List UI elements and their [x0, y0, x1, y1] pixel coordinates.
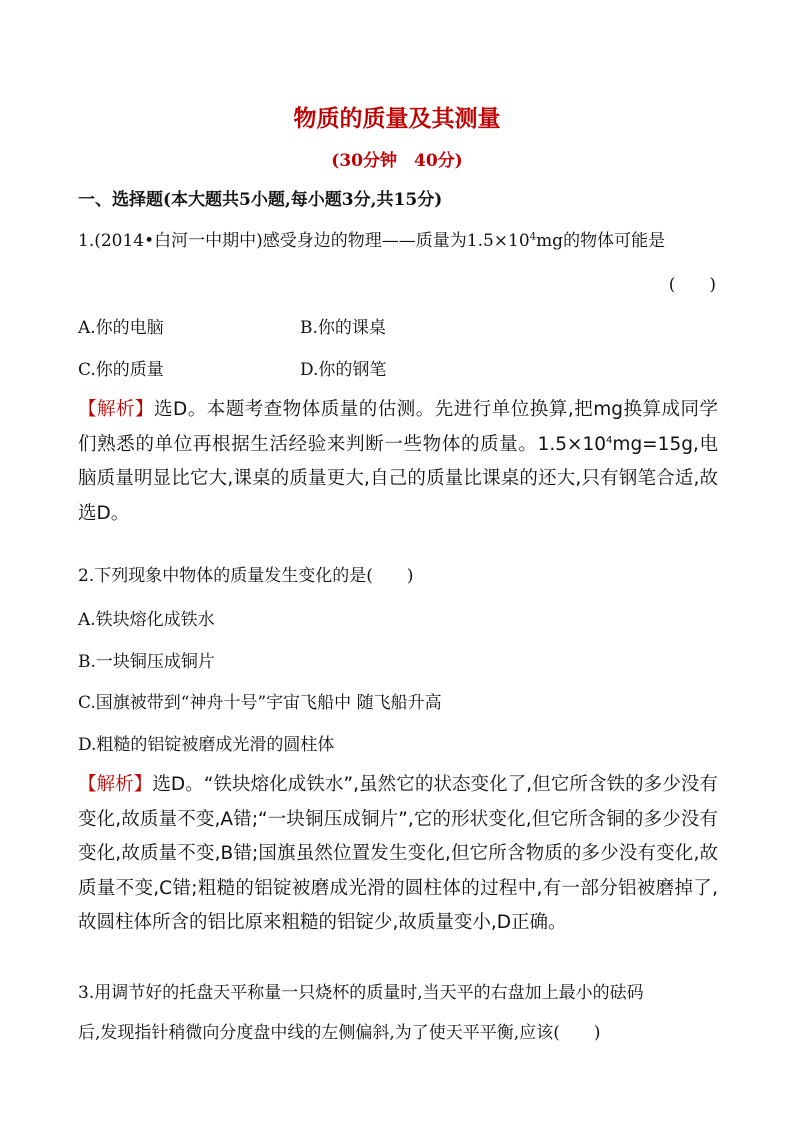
section-heading: 一、选择题(本大题共5小题,每小题3分,共15分) [78, 190, 443, 210]
q1-analysis-post: mg=15g,电脑质量明显比它大,课桌的质量更大,自己的质量比课桌的还大,只有钢笔合适,故选D。 [78, 433, 719, 524]
q2-option-a: A.铁块熔化成铁水 [78, 610, 215, 630]
q1-option-c: C.你的质量 [78, 360, 164, 380]
q1-stem-pre: 1.(2014•白河一中期中)感受身边的物理——质量为1.5×10 [78, 231, 530, 251]
q3-stem-line1: 3.用调节好的托盘天平称量一只烧杯的质量时,当天平的右盘加上最小的砝码 [78, 983, 644, 1003]
q2-stem: 2.下列现象中物体的质量发生变化的是( ) [78, 566, 414, 586]
page-subtitle: (30分钟 40分) [331, 151, 463, 171]
q1-stem-post: mg的物体可能是 [536, 231, 666, 251]
q2-analysis-tag: 【解析】 [78, 774, 153, 795]
q1-stem [78, 229, 665, 253]
q2-analysis-text: 选D。“铁块熔化成铁水”,虽然它的状态变化了,但它所含铁的多少没有变化,故质量不变,A错;“一块铜压成铜片”,它的形状变化,但它所含铜的多少没有变化,故质量不变,B错;国旗虽然位置发生变化,但它所含物质的多少没有变化,故质量不变,C错;粗糙的铝锭被磨成光滑的圆柱体的过程中,有一部分铝被磨掉了,故圆柱体所含的铝比原来粗糙的铝锭少,故质量变小,D正确。 [78, 774, 718, 933]
q1-analysis-pre: 选D。本题考查物体质量的估测。先进行单位换算,把mg换算成同学们熟悉的单位再根据生活经验来判断一些物体的质量。1.5×10 [78, 399, 718, 455]
q2-option-d: D.粗糙的铝锭被磨成光滑的圆柱体 [78, 735, 335, 755]
q2-option-c: C.国旗被带到“神舟十号”宇宙飞船中 随飞船升高 [78, 693, 442, 713]
q3-stem-line2: 后,发现指针稍微向分度盘中线的左侧偏斜,为了使天平平衡,应该( ) [78, 1023, 601, 1043]
q1-option-a: A.你的电脑 [78, 318, 164, 338]
q1-option-b: B.你的课桌 [300, 318, 386, 338]
q2-analysis [78, 768, 718, 941]
q1-option-d: D.你的钢笔 [300, 360, 387, 380]
q2-option-b: B.一块铜压成铜片 [78, 652, 215, 672]
q1-analysis-tag: 【解析】 [78, 399, 155, 420]
q1-analysis-exponent: 4 [606, 434, 613, 446]
page-title: 物质的质量及其测量 [293, 105, 501, 132]
q1-answer-paren: ( ) [668, 275, 716, 295]
q1-analysis [78, 393, 718, 531]
q1-stem-exponent: 4 [529, 231, 537, 243]
